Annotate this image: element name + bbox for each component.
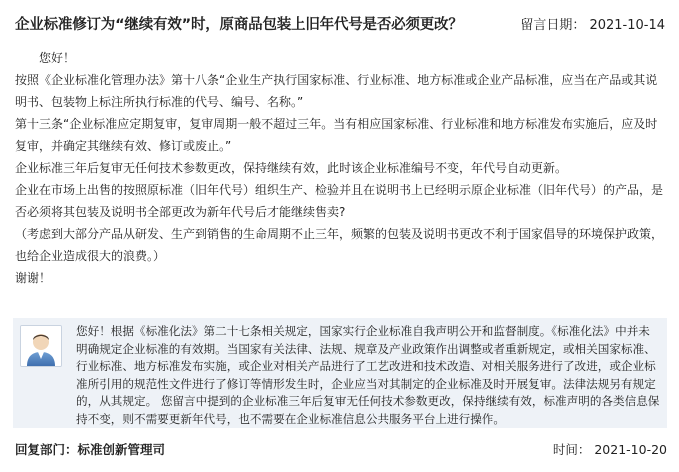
question-date — [520, 14, 665, 33]
reply-time — [553, 440, 667, 458]
question-paragraph: （考虑到大部分产品从研发、生产到销售的生命周期不止三年，频繁的包装及说明书更改不利于国家倡导的环境保护政策，也给企业造成很大的浪费。） — [15, 227, 664, 263]
question-greeting: 您好！ — [39, 51, 76, 65]
reply-time-value: 2021-10-20 — [594, 442, 667, 457]
question-paragraph: 企业在市场上出售的按照原标准（旧年代号）组织生产、检验并且在说明书上已经明示原企业标准（旧年代号）的产品，是否必须将其包装及说明书全部更改为新年代号后才能继续售卖? — [15, 183, 664, 219]
question-paragraph: 按照《企业标准化管理办法》第十八条“企业生产执行国家标准、行业标准、地方标准或企业产品标准，应当在产品或其说明书、包装物上标注所执行标准的代号、编号、名称。” — [15, 73, 658, 109]
question-thanks: 谢谢！ — [15, 271, 52, 285]
user-avatar-svg — [21, 326, 61, 366]
question-date-label: 留言日期： — [520, 18, 586, 33]
question-header — [0, 0, 679, 42]
reply-time-label: 时间： — [552, 442, 591, 457]
question-paragraph: 企业标准三年后复审无任何技术参数更改，保持继续有效，此时该企业标准编号不变，年代号自动更新。 — [15, 161, 568, 175]
reply-department-value: 标准创新管理司 — [77, 442, 166, 457]
user-avatar-icon — [20, 325, 62, 367]
reply-footer — [0, 436, 679, 462]
question-paragraph: 第十三条“企业标准应定期复审，复审周期一般不超过三年。当有相应国家标准、行业标准和地方标准发布实施后，应及时复审，并确定其继续有效、修订或废止。” — [15, 117, 658, 153]
question-title: 企业标准修订为“继续有效”时，原商品包装上旧年代号是否必须更改？ — [15, 17, 463, 33]
reply-department-label: 回复部门： — [15, 442, 78, 457]
reply-text: 您好！根据《标准化法》第二十七条相关规定，国家实行企业标准自我声明公开和监督制度。《标准化法》中并未明确规定企业标准的有效期。当国家有关法律、法规、规章及产业政策作出调整或者重新规定，或相关国家标准、行业标准、地方标准发布实施，或企业对相关产品进行了工艺改进和技术改造、对相关服务进行了改进，或企业标准所引用的规范性文件进行了修订等情形发生时，企业应当对其制定的企业标准及时开展复审。法律法规另有规定的，从其规定。 您留言中提到的企业标准三年后复审无任何技术参数更改，保持继续有效，标准声明的各类信息保持不变，则不需要更新年代号，也不需要在企业标准信息公共服务平台上进行操作。 — [76, 324, 660, 426]
question-body — [15, 47, 665, 289]
reply-box — [13, 318, 667, 428]
reply-department — [15, 440, 165, 458]
question-date-value: 2021-10-14 — [589, 18, 665, 33]
